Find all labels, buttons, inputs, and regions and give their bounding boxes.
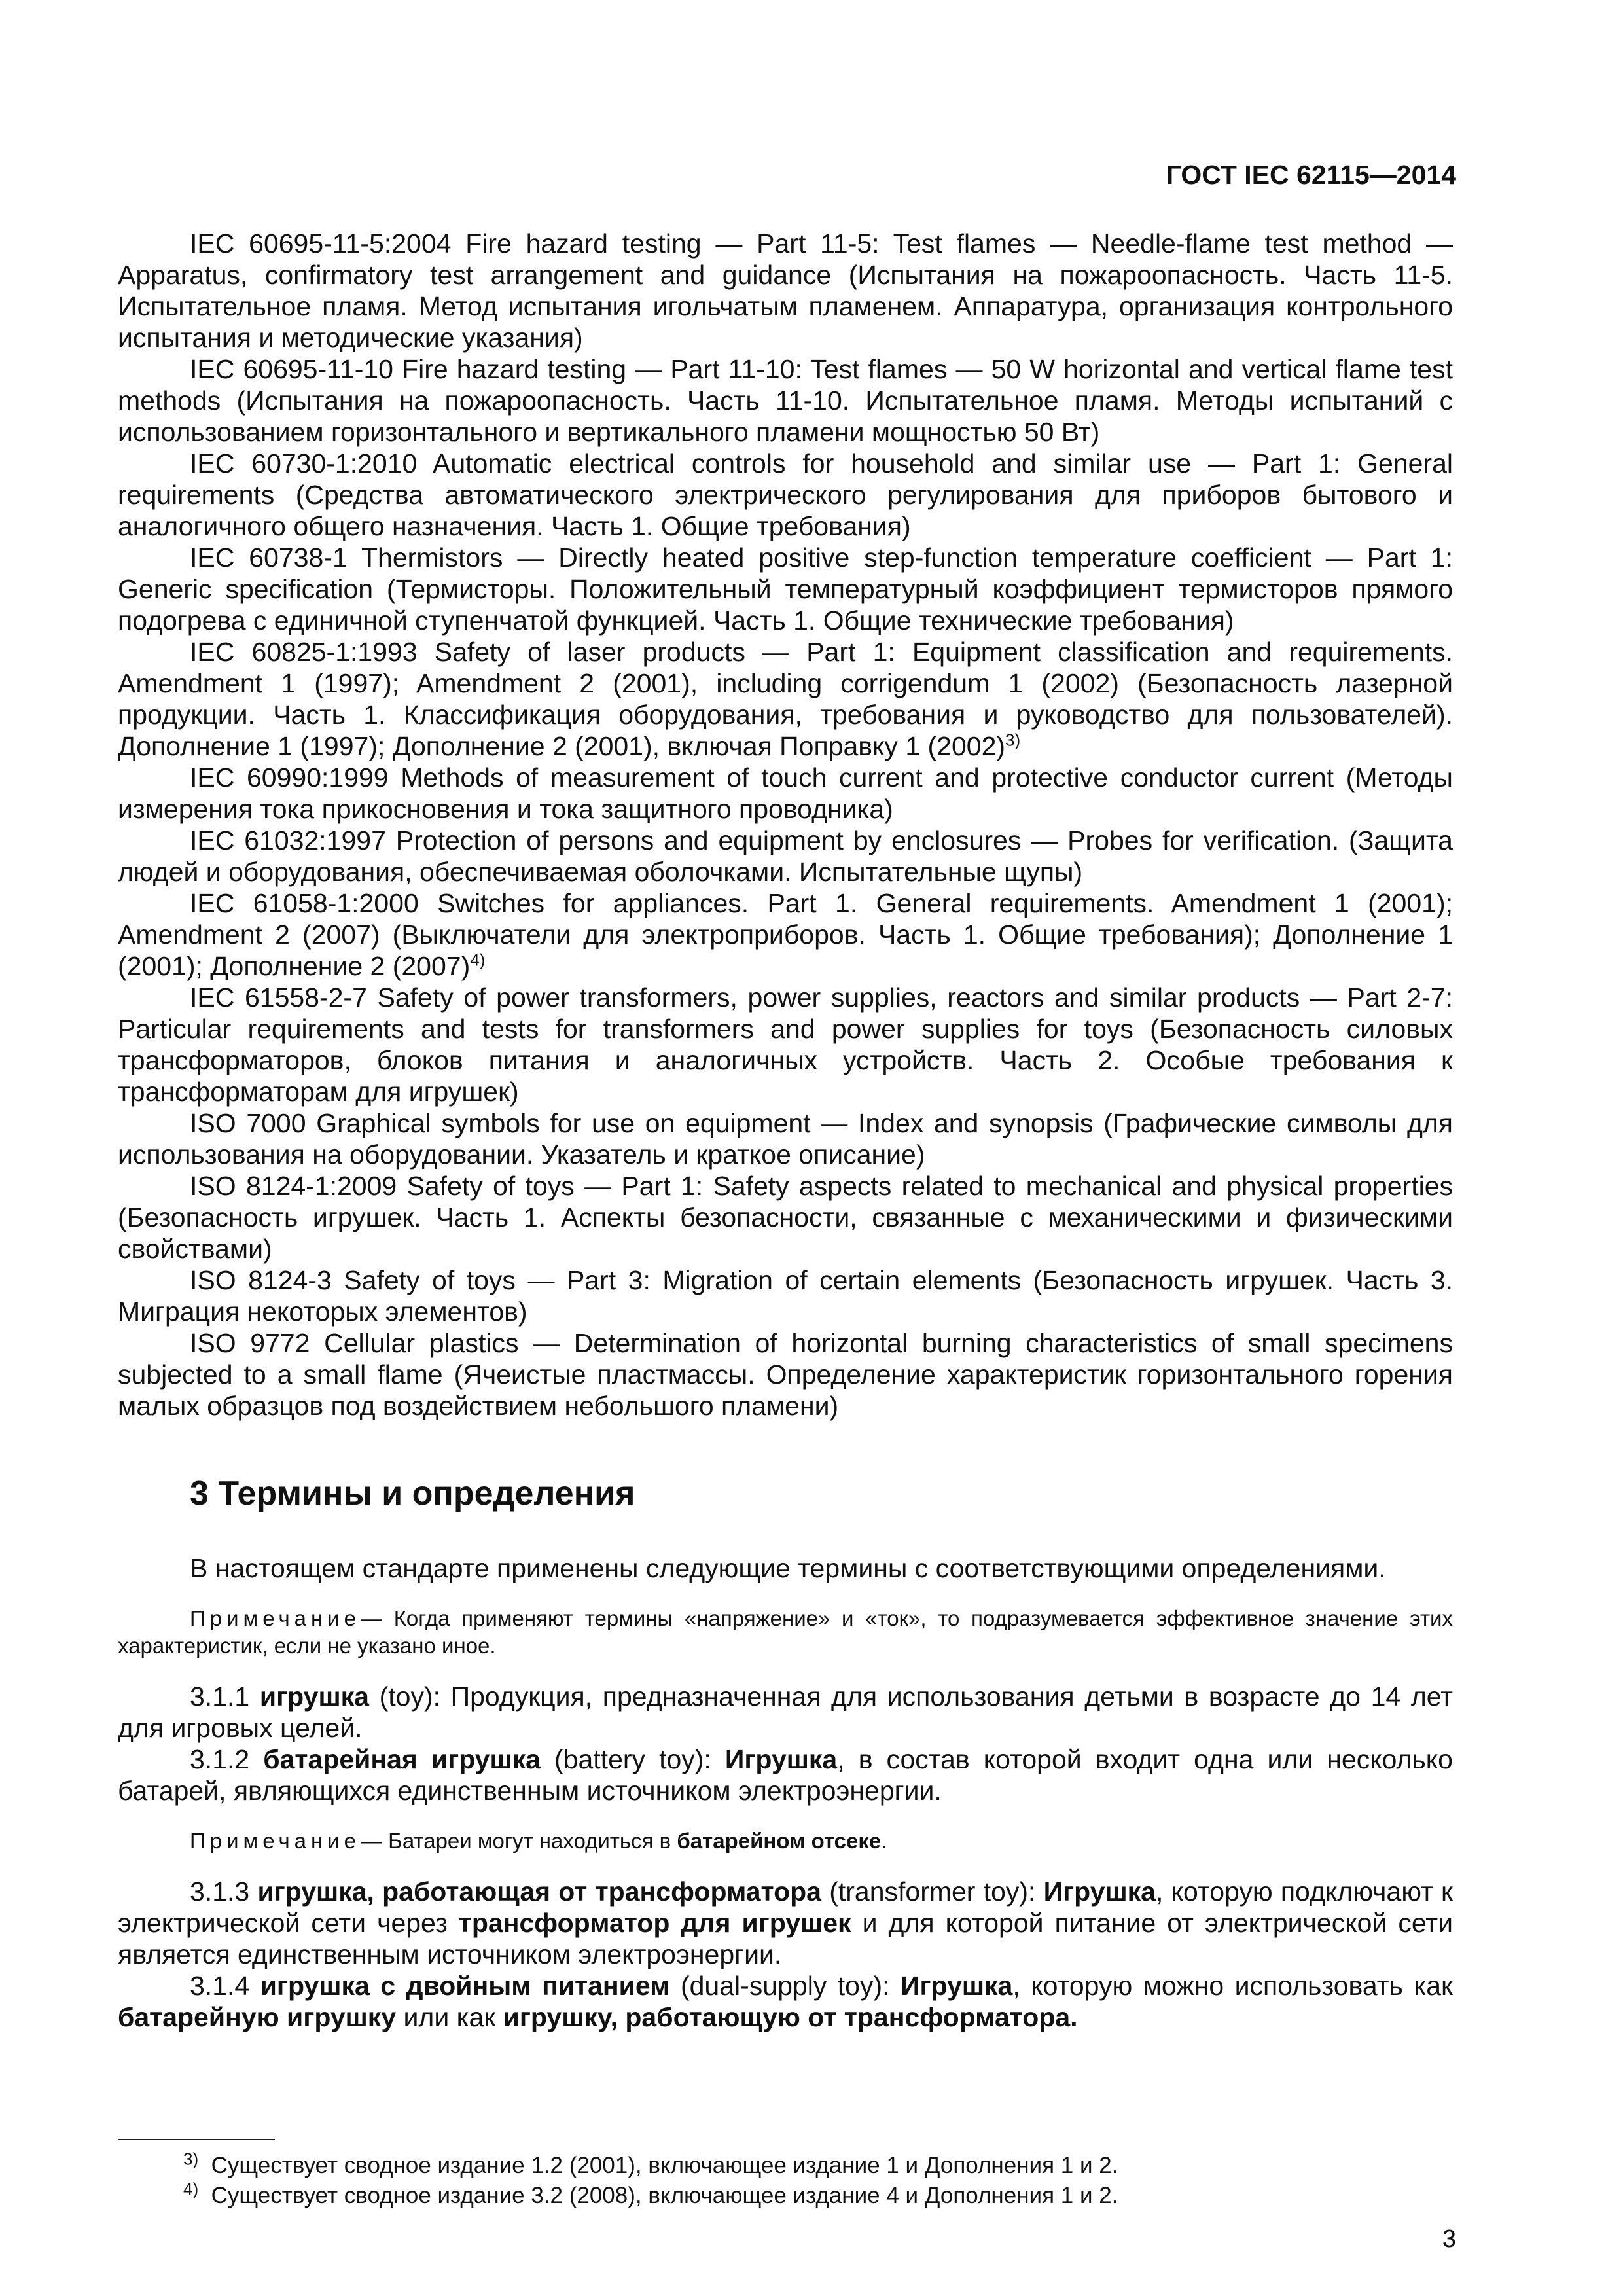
page-content [118, 228, 1453, 2033]
note [118, 1605, 1453, 1660]
term-definition [118, 1876, 1453, 1970]
footnote [183, 2181, 1427, 2211]
term-text: , в состав которой входит одна или несколько батарей, являющихся единственным источником электроэнергии. [118, 1744, 1453, 1806]
term-definition [118, 1681, 1453, 1744]
reference-entry: IEC 60990:1999 Methods of measurement of touch current and protective conductor current (Методы измерения тока прикосновения и тока защитного проводника) [118, 762, 1453, 824]
footnote-mark: 3) [183, 2149, 199, 2169]
reference-entry: ISO 8124-1:2009 Safety of toys — Part 1: Safety aspects related to mechanical and physical properties (Безопасность игрушек. Часть 1. Аспекты безопасности, связанные с механическими и физическими свойствами) [118, 1171, 1453, 1264]
reference-entry: IEC 60695-11-5:2004 Fire hazard testing — Part 11-5: Test flames — Needle-flame test method — Apparatus, confirmatory test arrangement and guidance (Испытания на пожароопасность. Часть 11-5. Испытательное пламя. Метод испытания игольчатым пламенем. Аппаратура, организация контрольного испытания и методические указания) [118, 228, 1453, 353]
term-text: (toy): Продукция, предназначенная для использования детьми в возрасте до 14 лет для игровых целей. [118, 1681, 1453, 1743]
note [118, 1827, 1453, 1855]
term-text: , которую можно использовать как [1012, 1971, 1453, 2001]
term-text: , которую подключают к электрической сети через [118, 1876, 1453, 1938]
term-text: или как [396, 2002, 503, 2032]
footnote-text: Существует сводное издание 3.2 (2008), включающее издание 4 и Дополнения 1 и 2. [211, 2183, 1118, 2208]
term-link: игрушку, работающую от трансформатора. [503, 2002, 1078, 2032]
term-text: (transformer toy): [821, 1876, 1044, 1907]
note-label: Примечание [190, 1829, 361, 1853]
section-intro: В настоящем стандарте применены следующие термины с соответствующими определениями. [190, 1553, 1386, 1583]
reference-entry [118, 636, 1453, 762]
note-text: — Когда применяют термины «напряжение» и «ток», то подразумевается эффективное значение этих характеристик, если не указано иное. [118, 1606, 1453, 1658]
footnote [183, 2151, 1427, 2181]
reference-entry: ISO 7000 Graphical symbols for use on equipment — Index and synopsis (Графические символы для использования на оборудовании. Указатель и краткое описание) [118, 1108, 1453, 1170]
page-number: 3 [1442, 2225, 1456, 2253]
term-link: Игрушка [901, 1971, 1013, 2001]
footnote-ref: 3) [1005, 730, 1021, 750]
footnotes [183, 2151, 1427, 2211]
term-name: игрушка с двойным питанием [260, 1971, 670, 2001]
term-name: батарейная игрушка [263, 1744, 541, 1774]
term-name: игрушка [259, 1681, 369, 1712]
reference-entry: ISO 8124-3 Safety of toys — Part 3: Migration of certain elements (Безопасность игрушек. Часть 3. Миграция некоторых элементов) [118, 1265, 1453, 1327]
term-link: Игрушка [1043, 1876, 1156, 1907]
reference-entry: IEC 60695-11-10 Fire hazard testing — Part 11-10: Test flames — 50 W horizontal and vertical flame test methods (Испытания на пожароопасность. Часть 11-10. Испытательное пламя. Методы испытаний с использованием горизонтального и вертикального пламени мощностью 50 Вт) [118, 354, 1453, 447]
term-name: игрушка, работающая от трансформатора [257, 1876, 821, 1907]
term-definition [118, 1744, 1453, 1806]
term-number: 3.1.1 [190, 1681, 250, 1712]
reference-entry: IEC 60738-1 Thermistors — Directly heated positive step-function temperature coefficient — Part 1: Generic specification (Термисторы. Положительный температурный коэффициент термисторов прямого подогрева с единичной ступенчатой функцией. Часть 1. Общие технические требования) [118, 543, 1453, 636]
document-header: ГОСТ IEC 62115—2014 [1166, 160, 1456, 190]
reference-text: IEC 61058-1:2000 Switches for appliances. Part 1. General requirements. Amendment 1 (2001); Amendment 2 (2007) (Выключатели для электроприборов. Часть 1. Общие требования); Дополнение 1 (2001); Дополнение 2 (2007) [118, 888, 1453, 981]
reference-entry: IEC 61032:1997 Protection of persons and equipment by enclosures — Probes for verification. (Защита людей и оборудования, обеспечиваемая оболочками. Испытательные щупы) [118, 825, 1453, 887]
term-definition [118, 1970, 1453, 2033]
section-title: 3 Термины и определения [190, 1475, 635, 1513]
term-link: батарейном отсеке [677, 1829, 882, 1853]
note-text: — Батареи могут находиться в [361, 1829, 677, 1853]
reference-entry: IEC 60730-1:2010 Automatic electrical controls for household and similar use — Part 1: General requirements (Средства автоматического электрического регулирования для приборов бытового и аналогичного общего назначения. Часть 1. Общие требования) [118, 448, 1453, 541]
footnote-mark: 4) [183, 2179, 199, 2199]
footnote-text: Существует сводное издание 1.2 (2001), включающее издание 1 и Дополнения 1 и 2. [211, 2153, 1118, 2178]
term-number: 3.1.2 [190, 1744, 250, 1774]
footnote-ref: 4) [470, 950, 486, 970]
term-number: 3.1.4 [190, 1971, 250, 2001]
term-text: (battery toy): [540, 1744, 725, 1774]
reference-entry [118, 888, 1453, 982]
term-link: Игрушка [724, 1744, 838, 1774]
term-link: трансформатор для игрушек [458, 1908, 851, 1938]
note-label: Примечание [190, 1606, 361, 1630]
footnote-divider [118, 2139, 275, 2140]
term-text: и для которой питание от электрической сети является единственным источником электроэнергии. [118, 1908, 1453, 1969]
note-text: . [881, 1829, 887, 1853]
term-number: 3.1.3 [190, 1876, 250, 1907]
reference-text: IEC 60825-1:1993 Safety of laser products — Part 1: Equipment classification and requirements. Amendment 1 (1997); Amendment 2 (2001), including corrigendum 1 (2002) (Безопасность лазерной продукции. Часть 1. Классификация оборудования, требования и руководство для пользователей). Дополнение 1 (1997); Дополнение 2 (2001), включая Поправку 1 (2002) [118, 637, 1453, 761]
reference-entry: ISO 9772 Cellular plastics — Determination of horizontal burning characteristics of small specimens subjected to a small flame (Ячеистые пластмассы. Определение характеристик горизонтального горения малых образцов под воздействием небольшого пламени) [118, 1328, 1453, 1421]
reference-entry: IEC 61558-2-7 Safety of power transformers, power supplies, reactors and similar products — Part 2-7: Particular requirements and tests for transformers and power supplies for toys (Безопасность силовых трансформаторов, блоков питания и аналогичных устройств. Часть 2. Особые требования к трансформаторам для игрушек) [118, 982, 1453, 1107]
term-text: (dual-supply toy): [669, 1971, 901, 2001]
term-link: батарейную игрушку [118, 2002, 397, 2032]
